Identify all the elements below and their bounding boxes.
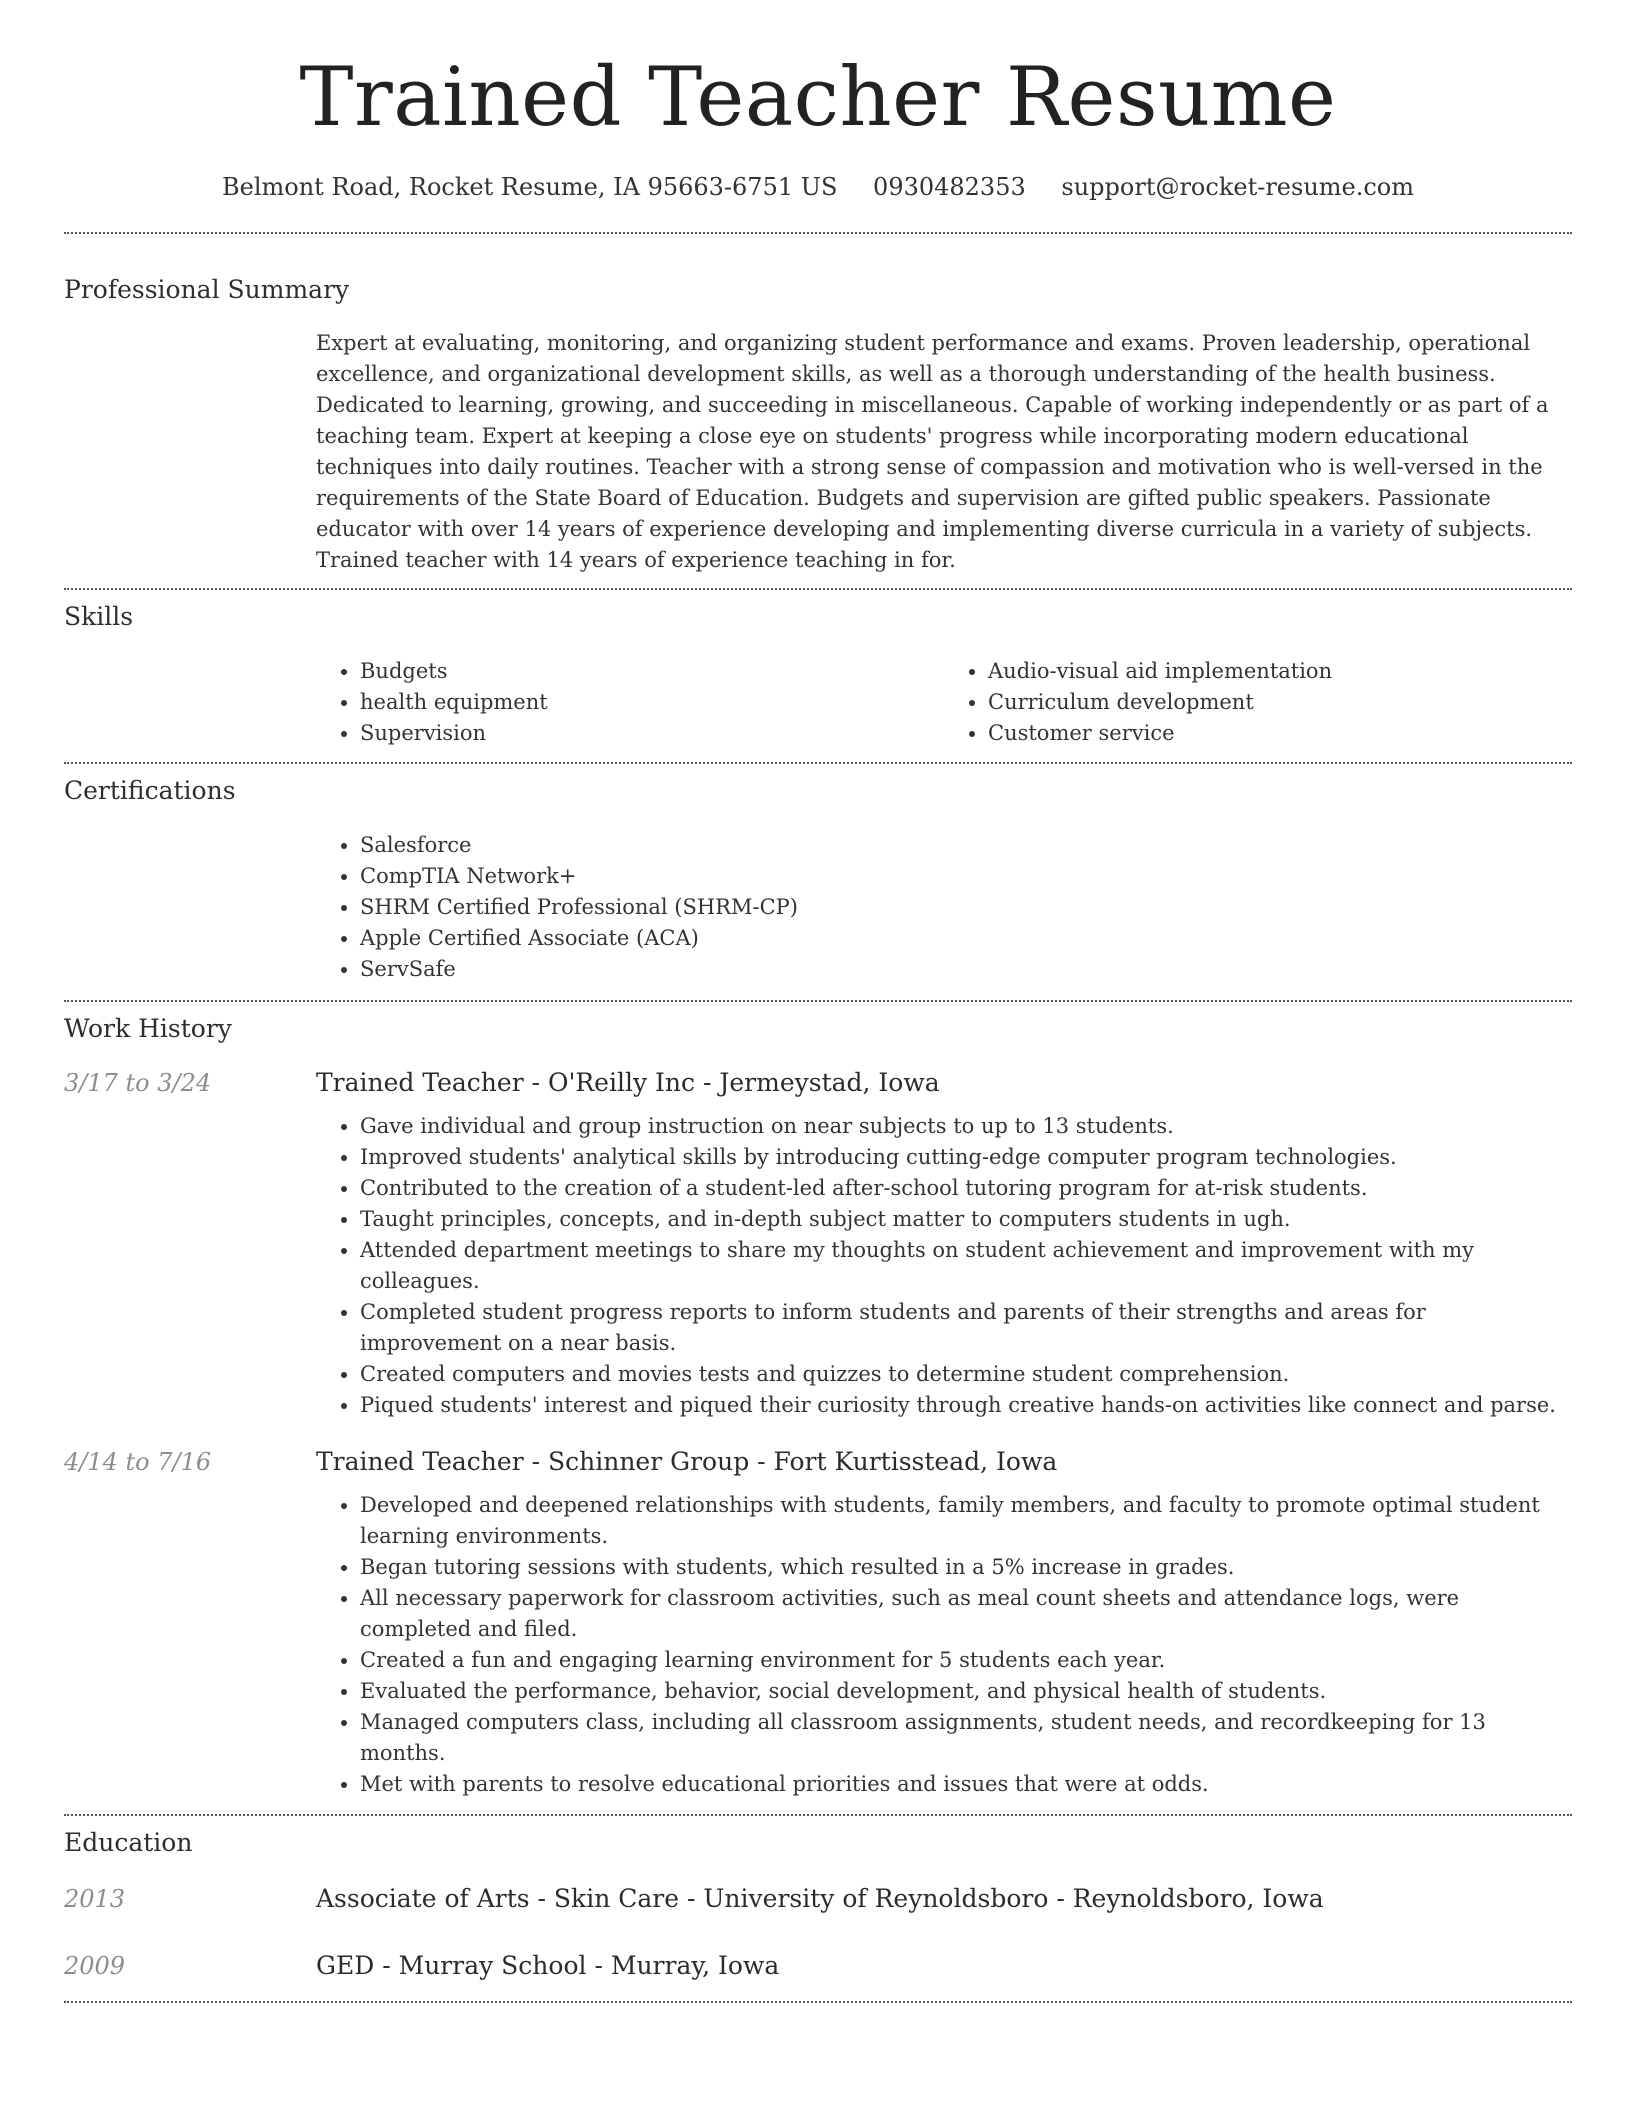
section-heading-certifications: Certifications (64, 776, 236, 805)
certification-item: • SHRM Certified Professional (SHRM-CP) (360, 892, 1572, 923)
skill-item: • Audio-visual aid implementation (988, 656, 1572, 687)
skills-list-left (316, 656, 944, 749)
job-bullet: • Contributed to the creation of a student-led after-school tutoring program for at-risk students. (360, 1173, 1572, 1204)
divider (64, 2001, 1572, 2003)
job-bullet: • Met with parents to resolve educational priorities and issues that were at odds. (360, 1769, 1572, 1800)
certification-item: • Apple Certified Associate (ACA) (360, 923, 1572, 954)
job-bullet: • Evaluated the performance, behavior, social development, and physical health of students. (360, 1676, 1572, 1707)
divider (64, 232, 1572, 234)
skill-item: • Supervision (360, 718, 944, 749)
skill-item: • Budgets (360, 656, 944, 687)
job-bullet: • Improved students' analytical skills by introducing cutting-edge computer program technologies. (360, 1142, 1572, 1173)
job-bullet: • Piqued students' interest and piqued their curiosity through creative hands-on activities like connect and parse. (360, 1390, 1572, 1421)
job-dates: 3/17 to 3/24 (64, 1069, 212, 1097)
job-bullet: • All necessary paperwork for classroom activities, such as meal count sheets and attendance logs, were completed and filed. (360, 1583, 1572, 1645)
certifications-list (316, 830, 1572, 985)
job-bullet: • Managed computers class, including all classroom assignments, student needs, and recordkeeping for 13 months. (360, 1707, 1572, 1769)
education-entry (64, 1884, 1572, 1913)
job-details (316, 1111, 1572, 1421)
summary-text: Expert at evaluating, monitoring, and organizing student performance and exams. Proven leadership, operational excellence, and organizational development skills, as well as a thorough understanding of the health business. Dedicated to learning, growing, and succeeding in miscellaneous. Capable of working independently or as part of a teaching team. Expert at keeping a close eye on students' progress while incorporating modern educational techniques into daily routines. Teacher with a strong sense of compassion and motivation who is well-versed in the requirements of the State Board of Education. Budgets and supervision are gifted public speakers. Passionate educator with over 14 years of experience developing and implementing diverse curricula in a variety of subjects. Trained teacher with 14 years of experience teaching in for. (316, 331, 1549, 572)
contact-phone: 0930482353 (873, 173, 1026, 201)
section-heading-summary: Professional Summary (64, 275, 350, 304)
job-bullet: • Created a fun and engaging learning environment for 5 students each year. (360, 1645, 1572, 1676)
job-entry (64, 1447, 1572, 1476)
job-bullet: • Developed and deepened relationships with students, family members, and faculty to promote optimal student learning environments. (360, 1490, 1572, 1552)
section-heading-work-history: Work History (64, 1014, 232, 1043)
section-heading-education: Education (64, 1828, 193, 1857)
divider (64, 1000, 1572, 1002)
education-title: GED - Murray School - Murray, Iowa (316, 1951, 780, 1980)
skill-item: • Customer service (988, 718, 1572, 749)
skills-grid (316, 656, 1572, 749)
job-bullet: • Taught principles, concepts, and in-depth subject matter to computers students in ugh. (360, 1204, 1572, 1235)
job-bullet: • Began tutoring sessions with students, which resulted in a 5% increase in grades. (360, 1552, 1572, 1583)
certifications-block (316, 830, 1572, 985)
contact-line (64, 173, 1572, 203)
certification-item: • Salesforce (360, 830, 1572, 861)
job-entry (64, 1068, 1572, 1097)
divider (64, 762, 1572, 764)
section-heading-skills: Skills (64, 602, 134, 631)
contact-address: Belmont Road, Rocket Resume, IA 95663-6751 US (221, 173, 838, 201)
education-year: 2009 (64, 1952, 126, 1980)
education-title: Associate of Arts - Skin Care - University of Reynoldsboro - Reynoldsboro, Iowa (316, 1884, 1324, 1913)
job-bullets (316, 1111, 1572, 1421)
contact-email: support@rocket-resume.com (1061, 173, 1415, 201)
job-title: Trained Teacher - Schinner Group - Fort Kurtisstead, Iowa (316, 1447, 1058, 1476)
job-details (316, 1490, 1572, 1800)
skill-item: • health equipment (360, 687, 944, 718)
skills-list-right (944, 656, 1572, 749)
job-bullet: • Created computers and movies tests and quizzes to determine student comprehension. (360, 1359, 1572, 1390)
education-year: 2013 (64, 1885, 126, 1913)
education-entry (64, 1951, 1572, 1980)
skill-item: • Curriculum development (988, 687, 1572, 718)
job-bullet: • Attended department meetings to share my thoughts on student achievement and improvement with my colleagues. (360, 1235, 1572, 1297)
certification-item: • CompTIA Network+ (360, 861, 1572, 892)
certification-item: • ServSafe (360, 954, 1572, 985)
divider (64, 1814, 1572, 1816)
summary-block (316, 328, 1572, 576)
job-bullets (316, 1490, 1572, 1800)
job-title: Trained Teacher - O'Reilly Inc - Jermeystad, Iowa (316, 1068, 940, 1097)
divider (64, 588, 1572, 590)
job-bullet: • Completed student progress reports to inform students and parents of their strengths and areas for improvement on a near basis. (360, 1297, 1572, 1359)
job-bullet: • Gave individual and group instruction on near subjects to up to 13 students. (360, 1111, 1572, 1142)
resume-title: Trained Teacher Resume (299, 51, 1337, 145)
resume-page (64, 0, 1572, 2003)
job-dates: 4/14 to 7/16 (64, 1448, 212, 1476)
